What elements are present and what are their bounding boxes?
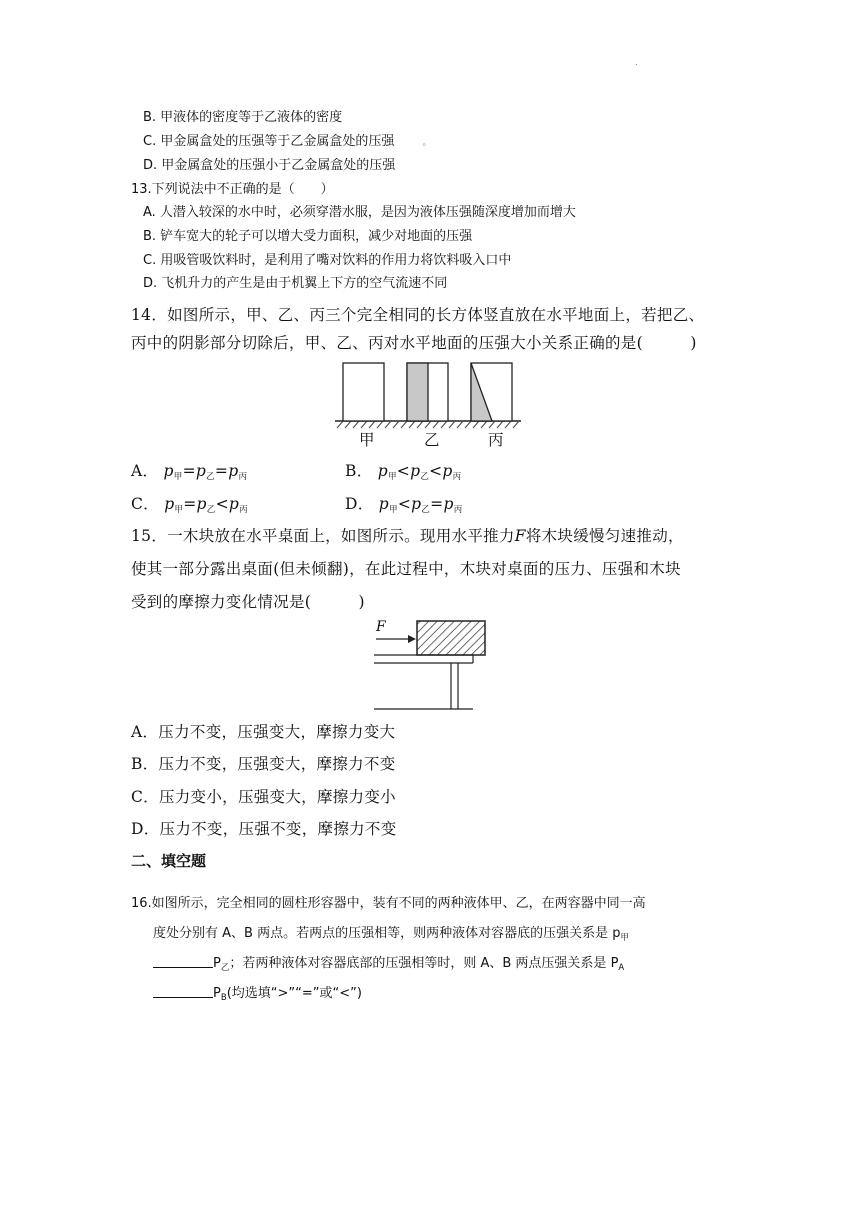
q15-option-b: B．压力不变，压强变大，摩擦力不变 <box>131 755 396 773</box>
q14-option-c-sub1: 甲 <box>174 505 184 515</box>
q14-label-jia: 甲 <box>359 431 375 449</box>
q16-line4-sub-b: B <box>220 993 227 1003</box>
q15-stem-line1 <box>131 524 684 546</box>
q13-stem: 13.下列说法中不正确的是（ ） <box>131 182 334 197</box>
q14-option-b-sub2: 乙 <box>420 472 430 482</box>
q14-option-b-sub3: 丙 <box>452 472 462 482</box>
q13-option-a: A. 人潜入较深的水中时，必须穿潜水服，是因为液体压强随深度增加而增大 <box>143 205 576 220</box>
q15-stem-line2: 使其一部分露出桌面(但未倾翻)，在此过程中，木块对桌面的压力、压强和木块 <box>131 560 681 578</box>
q16-blank-2[interactable] <box>153 985 213 998</box>
q14-option-c <box>131 492 248 515</box>
q16-line4-text: (均选填“>”“=”或“<”) <box>226 986 362 1001</box>
q13-option-d: D. 飞机升力的产生是由于机翼上下方的空气流速不同 <box>143 276 448 291</box>
q14-option-b-p3: p <box>442 462 453 480</box>
q14-label-yi: 乙 <box>424 431 440 449</box>
q14-option-b <box>345 459 461 482</box>
q16-line3-sub: 乙 <box>220 963 230 973</box>
q14-option-a-sub2: 乙 <box>206 472 215 482</box>
q14-option-c-p3: p <box>228 495 240 513</box>
q14-option-c-op2: < <box>215 495 229 513</box>
q14-option-a <box>131 459 247 482</box>
q14-option-d-sub3: 丙 <box>453 505 463 515</box>
ground-hatching <box>337 421 519 428</box>
q16-line2 <box>153 922 629 943</box>
q14-option-d-sub1: 甲 <box>389 505 398 515</box>
q14-option-b-p1: p <box>377 462 388 480</box>
q15-option-d: D．压力不变，压强不变，摩擦力不变 <box>131 820 397 838</box>
q15-option-c: C．压力变小，压强变大，摩擦力变小 <box>131 788 396 806</box>
q14-option-d <box>345 492 463 515</box>
block-jia <box>343 363 384 421</box>
scan-dot: . <box>635 58 638 68</box>
q14-option-a-p1: p <box>163 462 174 480</box>
block-yi-shaded <box>407 363 428 421</box>
q14-option-b-op2: < <box>429 462 443 480</box>
section-fill-in-heading: 二、填空题 <box>131 852 207 870</box>
q16-blank-1[interactable] <box>153 955 213 968</box>
q16-line3-sub-a: A <box>618 963 625 973</box>
q14-option-a-sub3: 丙 <box>238 472 248 482</box>
q14-option-d-p3: p <box>443 495 454 513</box>
q12-option-c-text: C. 甲金属盒处的压强等于乙金属盒处的压强 <box>143 134 395 149</box>
q15-stem-force-var: F <box>514 527 526 545</box>
q16-line3-text: ；若两种液体对容器底部的压强相等时，则 A、B 两点压强关系是 P <box>229 956 619 971</box>
q14-option-d-label: D． <box>345 495 374 513</box>
q14-option-a-p2: p <box>195 462 207 480</box>
q13-option-c: C. 用吸管吸饮料时，是利用了嘴对饮料的作用力将饮料吸入口中 <box>143 253 512 268</box>
q15-stem-line3: 受到的摩擦力变化情况是( ) <box>131 593 365 611</box>
q15-stem-line1-a: 15．一木块放在水平桌面上，如图所示。现用水平推力 <box>131 527 515 545</box>
q16-line2-sub: 甲 <box>620 933 629 943</box>
q14-option-d-sub2: 乙 <box>421 505 431 515</box>
q14-stem-line2: 丙中的阴影部分切除后，甲、乙、丙对水平地面的压强大小关系正确的是( ) <box>131 334 697 352</box>
q14-option-d-op2: = <box>430 495 444 513</box>
q16-line3-p: P <box>213 956 221 971</box>
q16-line4-p: P <box>213 986 221 1001</box>
q14-option-c-op1: = <box>183 495 197 513</box>
q14-option-c-label: C． <box>131 495 159 513</box>
q14-label-bing: 丙 <box>488 431 504 449</box>
q16-line2-text: 度处分别有 A、B 两点。若两点的压强相等，则两种液体对容器底的压强关系是 p <box>153 926 621 941</box>
q14-option-c-p2: p <box>196 495 207 513</box>
q14-option-b-op1: < <box>396 462 411 480</box>
q14-option-c-sub3: 丙 <box>239 505 248 515</box>
q14-option-b-sub1: 甲 <box>387 472 397 482</box>
q14-option-a-op2: = <box>214 462 229 480</box>
force-arrow-head <box>408 635 416 643</box>
q14-option-c-p1: p <box>164 495 175 513</box>
q15-option-a: A．压力不变，压强变大，摩擦力变大 <box>131 723 396 741</box>
q14-option-d-op1: < <box>397 495 412 513</box>
q13-option-b: B. 铲车宽大的轮子可以增大受力面积，减少对地面的压强 <box>143 229 473 244</box>
q14-option-a-op1: = <box>182 462 196 480</box>
q14-option-b-label: B． <box>345 462 373 480</box>
q12-option-d: D. 甲金属盒处的压强小于乙金属盒处的压强 <box>143 158 396 173</box>
q12-option-b: B. 甲液体的密度等于乙液体的密度 <box>143 110 343 125</box>
q15-table-figure <box>372 618 502 714</box>
q15-figure-force-label: F <box>376 619 387 635</box>
q15-stem-line1-b: 将木块缓慢匀速推动， <box>525 527 684 545</box>
q16-line1: 16.如图所示，完全相同的圆柱形容器中，装有不同的两种液体甲、乙，在两容器中同一高 <box>131 896 646 911</box>
q12-option-c-mark: 。 <box>422 138 432 148</box>
q16-line4 <box>153 982 362 1003</box>
q16-line3 <box>153 952 624 973</box>
q14-option-c-sub2: 乙 <box>206 505 216 515</box>
q14-option-a-p3: p <box>228 462 239 480</box>
q14-option-a-label: A． <box>131 462 159 480</box>
q14-option-d-p2: p <box>411 495 422 513</box>
wood-block <box>417 621 485 655</box>
q14-stem-line1: 14．如图所示，甲、乙、丙三个完全相同的长方体竖直放在水平地面上，若把乙、 <box>131 306 705 324</box>
q14-option-a-sub1: 甲 <box>173 472 183 482</box>
q14-option-d-p1: p <box>378 495 389 513</box>
q12-option-c <box>143 130 432 149</box>
q14-option-b-p2: p <box>410 462 421 480</box>
